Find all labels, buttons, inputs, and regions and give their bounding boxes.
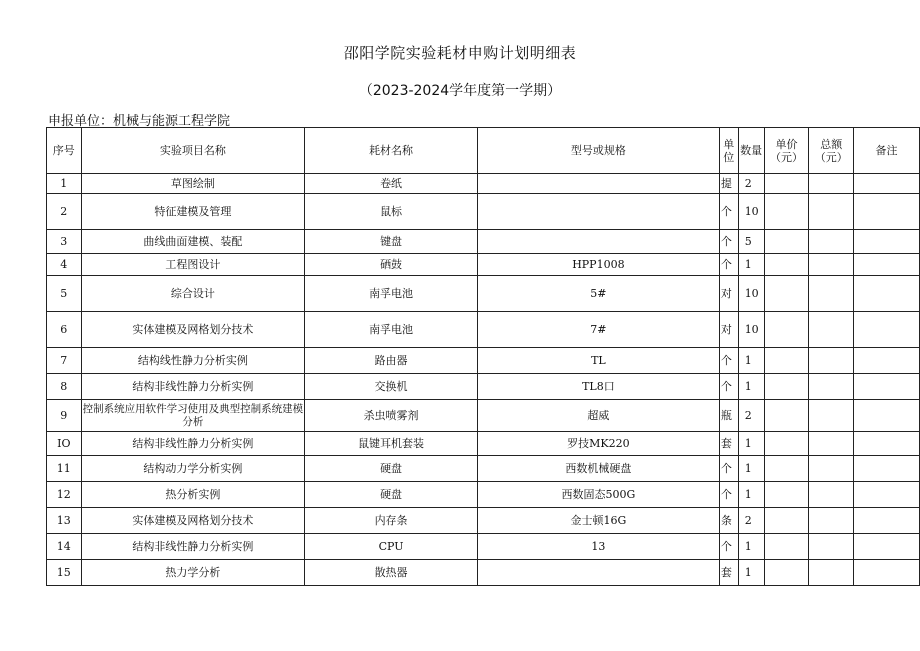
cell-remark: [854, 312, 920, 348]
cell-qty: 1: [738, 348, 764, 374]
cell-project: 结构非线性静力分析实例: [81, 374, 305, 400]
cell-spec: 超威: [477, 400, 719, 432]
table-row: [47, 194, 920, 230]
cell-spec: HPP1008: [477, 254, 719, 276]
cell-project: 特征建模及管理: [81, 194, 305, 230]
cell-total: [809, 400, 854, 432]
cell-total: [809, 276, 854, 312]
cell-remark: [854, 508, 920, 534]
cell-material: 南孚电池: [305, 276, 478, 312]
cell-spec: [477, 560, 719, 586]
header-seq: 序号: [47, 128, 82, 174]
cell-price: [764, 456, 809, 482]
cell-spec: 罗技MK220: [477, 432, 719, 456]
cell-price: [764, 174, 809, 194]
table-row: [47, 508, 920, 534]
cell-project: 控制系统应用软件学习使用及典型控制系统建模分析: [81, 400, 305, 432]
cell-price: [764, 194, 809, 230]
cell-remark: [854, 560, 920, 586]
table-row: [47, 174, 920, 194]
cell-qty: 2: [738, 400, 764, 432]
cell-remark: [854, 456, 920, 482]
cell-seq: 2: [47, 194, 82, 230]
cell-price: [764, 482, 809, 508]
table-row: [47, 230, 920, 254]
cell-material: 路由器: [305, 348, 478, 374]
reporting-unit: 申报单位：机械与能源工程学院: [48, 114, 231, 129]
header-unit: 单位: [719, 128, 738, 174]
cell-remark: [854, 400, 920, 432]
table-row: [47, 348, 920, 374]
cell-total: [809, 432, 854, 456]
cell-material: 硒鼓: [305, 254, 478, 276]
cell-material: 散热器: [305, 560, 478, 586]
cell-material: 交换机: [305, 374, 478, 400]
cell-unit: 个: [719, 374, 738, 400]
cell-total: [809, 456, 854, 482]
cell-price: [764, 276, 809, 312]
table-row: [47, 374, 920, 400]
cell-price: [764, 230, 809, 254]
cell-project: 曲线曲面建模、装配: [81, 230, 305, 254]
cell-total: [809, 254, 854, 276]
header-project: 实验项目名称: [81, 128, 305, 174]
table-row: [47, 456, 920, 482]
cell-total: [809, 482, 854, 508]
cell-seq: 13: [47, 508, 82, 534]
cell-material: 卷纸: [305, 174, 478, 194]
cell-price: [764, 534, 809, 560]
cell-price: [764, 508, 809, 534]
cell-spec: [477, 230, 719, 254]
cell-remark: [854, 254, 920, 276]
cell-unit: 瓶: [719, 400, 738, 432]
cell-material: 硬盘: [305, 482, 478, 508]
cell-total: [809, 534, 854, 560]
cell-spec: 西数固态500G: [477, 482, 719, 508]
cell-spec: [477, 174, 719, 194]
cell-project: 结构非线性静力分析实例: [81, 534, 305, 560]
cell-spec: 7#: [477, 312, 719, 348]
header-qty: 数量: [738, 128, 764, 174]
cell-material: 硬盘: [305, 456, 478, 482]
cell-total: [809, 312, 854, 348]
cell-seq: 1: [47, 174, 82, 194]
table-header-row: [47, 128, 920, 174]
cell-unit: 个: [719, 456, 738, 482]
cell-qty: 1: [738, 560, 764, 586]
cell-unit: 个: [719, 348, 738, 374]
page-title: 邵阳学院实验耗材申购计划明细表: [343, 44, 577, 62]
cell-price: [764, 348, 809, 374]
cell-material: 鼠键耳机套装: [305, 432, 478, 456]
table-row: [47, 312, 920, 348]
cell-remark: [854, 174, 920, 194]
cell-total: [809, 374, 854, 400]
cell-seq: 6: [47, 312, 82, 348]
cell-qty: 1: [738, 432, 764, 456]
cell-remark: [854, 276, 920, 312]
cell-seq: 14: [47, 534, 82, 560]
cell-unit: 套: [719, 560, 738, 586]
cell-qty: 2: [738, 174, 764, 194]
cell-qty: 5: [738, 230, 764, 254]
cell-remark: [854, 534, 920, 560]
cell-qty: 1: [738, 374, 764, 400]
header-total: 总额（元）: [809, 128, 854, 174]
cell-spec: 西数机械硬盘: [477, 456, 719, 482]
cell-seq: 9: [47, 400, 82, 432]
cell-material: 鼠标: [305, 194, 478, 230]
header-material: 耗材名称: [305, 128, 478, 174]
cell-material: 内存条: [305, 508, 478, 534]
cell-project: 热力学分析: [81, 560, 305, 586]
cell-seq: 11: [47, 456, 82, 482]
cell-spec: [477, 194, 719, 230]
table-row: [47, 534, 920, 560]
cell-seq: 5: [47, 276, 82, 312]
header-spec: 型号或规格: [477, 128, 719, 174]
cell-unit: 对: [719, 312, 738, 348]
table-row: [47, 432, 920, 456]
cell-seq: 15: [47, 560, 82, 586]
cell-spec: 13: [477, 534, 719, 560]
cell-seq: 12: [47, 482, 82, 508]
cell-price: [764, 560, 809, 586]
cell-qty: 2: [738, 508, 764, 534]
cell-unit: 个: [719, 482, 738, 508]
cell-remark: [854, 194, 920, 230]
cell-unit: 个: [719, 230, 738, 254]
cell-qty: 10: [738, 194, 764, 230]
cell-remark: [854, 230, 920, 254]
page-subtitle: （2023-2024学年度第一学期）: [358, 83, 562, 99]
cell-spec: 5#: [477, 276, 719, 312]
cell-total: [809, 508, 854, 534]
cell-qty: 10: [738, 312, 764, 348]
cell-qty: 1: [738, 254, 764, 276]
cell-qty: 1: [738, 534, 764, 560]
cell-project: 结构动力学分析实例: [81, 456, 305, 482]
cell-unit: 条: [719, 508, 738, 534]
cell-seq: 3: [47, 230, 82, 254]
cell-spec: 金士顿16G: [477, 508, 719, 534]
cell-material: 键盘: [305, 230, 478, 254]
cell-seq: 7: [47, 348, 82, 374]
cell-unit: 个: [719, 534, 738, 560]
cell-total: [809, 174, 854, 194]
cell-material: CPU: [305, 534, 478, 560]
cell-project: 实体建模及网格划分技术: [81, 508, 305, 534]
cell-unit: 个: [719, 254, 738, 276]
cell-price: [764, 374, 809, 400]
cell-qty: 1: [738, 482, 764, 508]
cell-price: [764, 254, 809, 276]
cell-project: 结构线性静力分析实例: [81, 348, 305, 374]
cell-project: 热分析实例: [81, 482, 305, 508]
materials-table: [46, 127, 920, 586]
table-row: [47, 276, 920, 312]
cell-total: [809, 560, 854, 586]
cell-price: [764, 312, 809, 348]
cell-material: 杀虫喷雾剂: [305, 400, 478, 432]
table-row: [47, 400, 920, 432]
cell-unit: 对: [719, 276, 738, 312]
cell-price: [764, 400, 809, 432]
cell-material: 南孚电池: [305, 312, 478, 348]
cell-qty: 1: [738, 456, 764, 482]
cell-total: [809, 230, 854, 254]
cell-unit: 提: [719, 174, 738, 194]
cell-seq: 8: [47, 374, 82, 400]
cell-total: [809, 194, 854, 230]
cell-project: 结构非线性静力分析实例: [81, 432, 305, 456]
cell-project: 工程图设计: [81, 254, 305, 276]
cell-project: 综合设计: [81, 276, 305, 312]
cell-price: [764, 432, 809, 456]
cell-total: [809, 348, 854, 374]
cell-remark: [854, 374, 920, 400]
cell-project: 实体建模及网格划分技术: [81, 312, 305, 348]
header-price: 单价（元）: [764, 128, 809, 174]
cell-seq: IO: [47, 432, 82, 456]
table-row: [47, 254, 920, 276]
cell-spec: TL: [477, 348, 719, 374]
cell-unit: 个: [719, 194, 738, 230]
table-row: [47, 560, 920, 586]
cell-unit: 套: [719, 432, 738, 456]
cell-remark: [854, 482, 920, 508]
cell-remark: [854, 432, 920, 456]
cell-seq: 4: [47, 254, 82, 276]
cell-remark: [854, 348, 920, 374]
table-row: [47, 482, 920, 508]
header-remark: 备注: [854, 128, 920, 174]
cell-project: 草图绘制: [81, 174, 305, 194]
cell-qty: 10: [738, 276, 764, 312]
cell-spec: TL8口: [477, 374, 719, 400]
